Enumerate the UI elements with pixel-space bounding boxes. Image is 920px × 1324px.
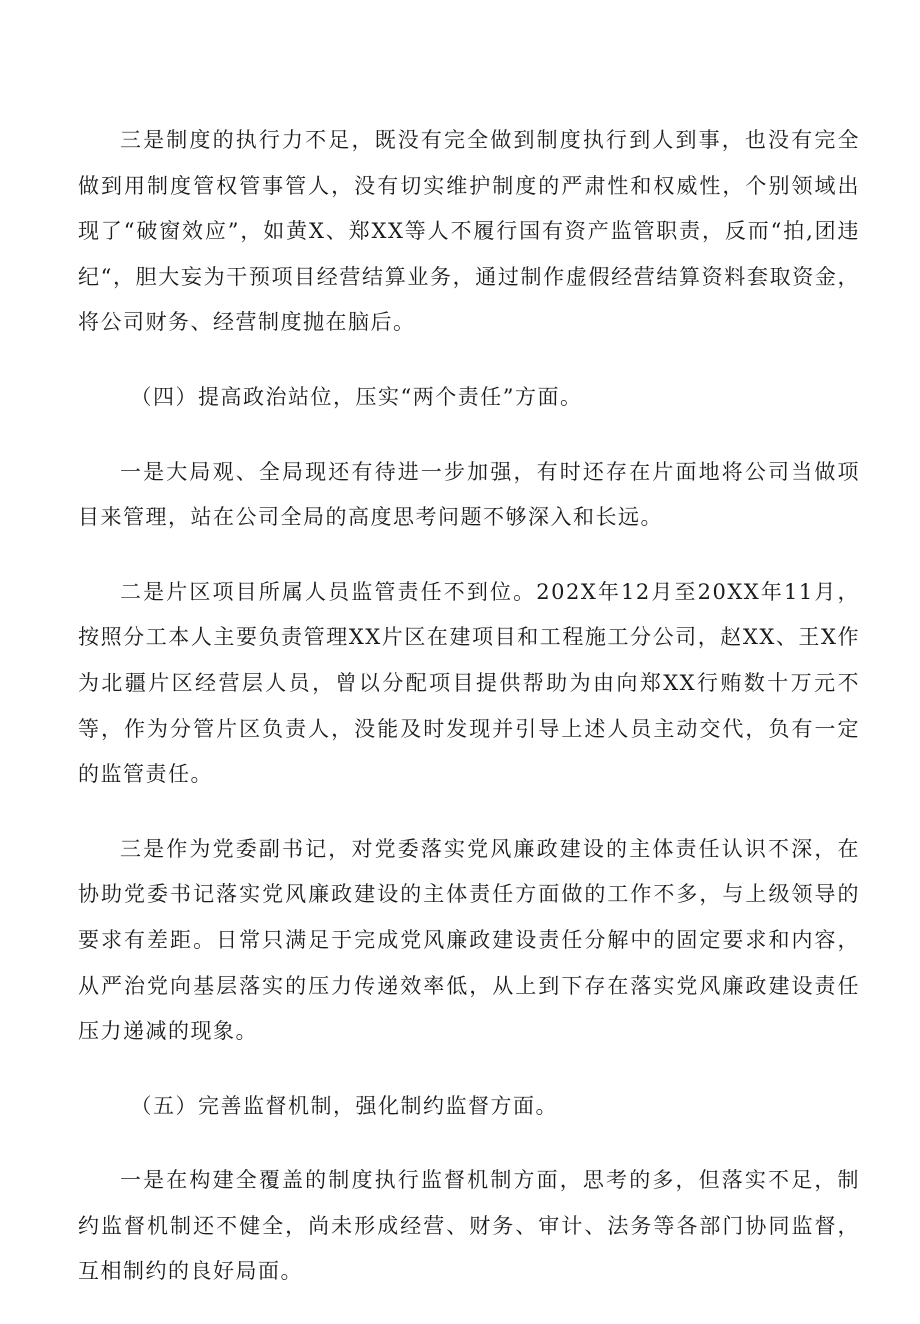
paragraph-overall-view: 一是大局观、全局现还有待进一步加强，有时还存在片面地将公司当做项目来管理，站在公司全局的高度思考问题不够深入和长远。 <box>78 459 860 530</box>
document-page <box>78 118 860 1324</box>
section-heading-four: （四）提高政治站位，压实“两个责任”方面。 <box>130 384 583 409</box>
paragraph-party-deputy-secretary: 三是作为党委副书记，对党委落实党风廉政建设的主体责任认识不深，在协助党委书记落实党风廉政建设的主体责任方面做的工作不多，与上级领导的要求有差距。日常只满足于完成党风廉政建设责任分解中的固定要求和内容，从严治党向基层落实的压力传递效率低，从上到下存在落实党风廉政建设责任压力递减的现象。 <box>78 836 860 1044</box>
section-heading-five: （五）完善监督机制，强化制约监督方面。 <box>130 1093 558 1118</box>
paragraph-supervision-responsibility: 二是片区项目所属人员监管责任不到位。202X年12月至20XX年11月，按照分工本人主要负责管理XX片区在建项目和工程施工分公司，赵XX、王X作为北疆片区经营层人员，曾以分配项目提供帮助为由向郑XX行贿数十万元不等，作为分管片区负责人，没能及时发现并引导上述人员主动交代，负有一定的监管责任。 <box>78 579 860 787</box>
paragraph-institution-execution: 三是制度的执行力不足，既没有完全做到制度执行到人到事，也没有完全做到用制度管权管事管人，没有切实维护制度的严肃性和权威性，个别领域出现了“破窗效应”，如黄X、郑XX等人不履行国有资产监管职责，反而“拍,团违纪“，胆大妄为干预项目经营结算业务，通过制作虚假经营结算资料套取资金，将公司财务、经营制度抛在脑后。 <box>78 128 860 335</box>
paragraph-oversight-mechanism: 一是在构建全覆盖的制度执行监督机制方面，思考的多，但落实不足，制约监督机制还不健全，尚未形成经营、财务、审计、法务等各部门协同监督，互相制约的良好局面。 <box>78 1168 860 1284</box>
